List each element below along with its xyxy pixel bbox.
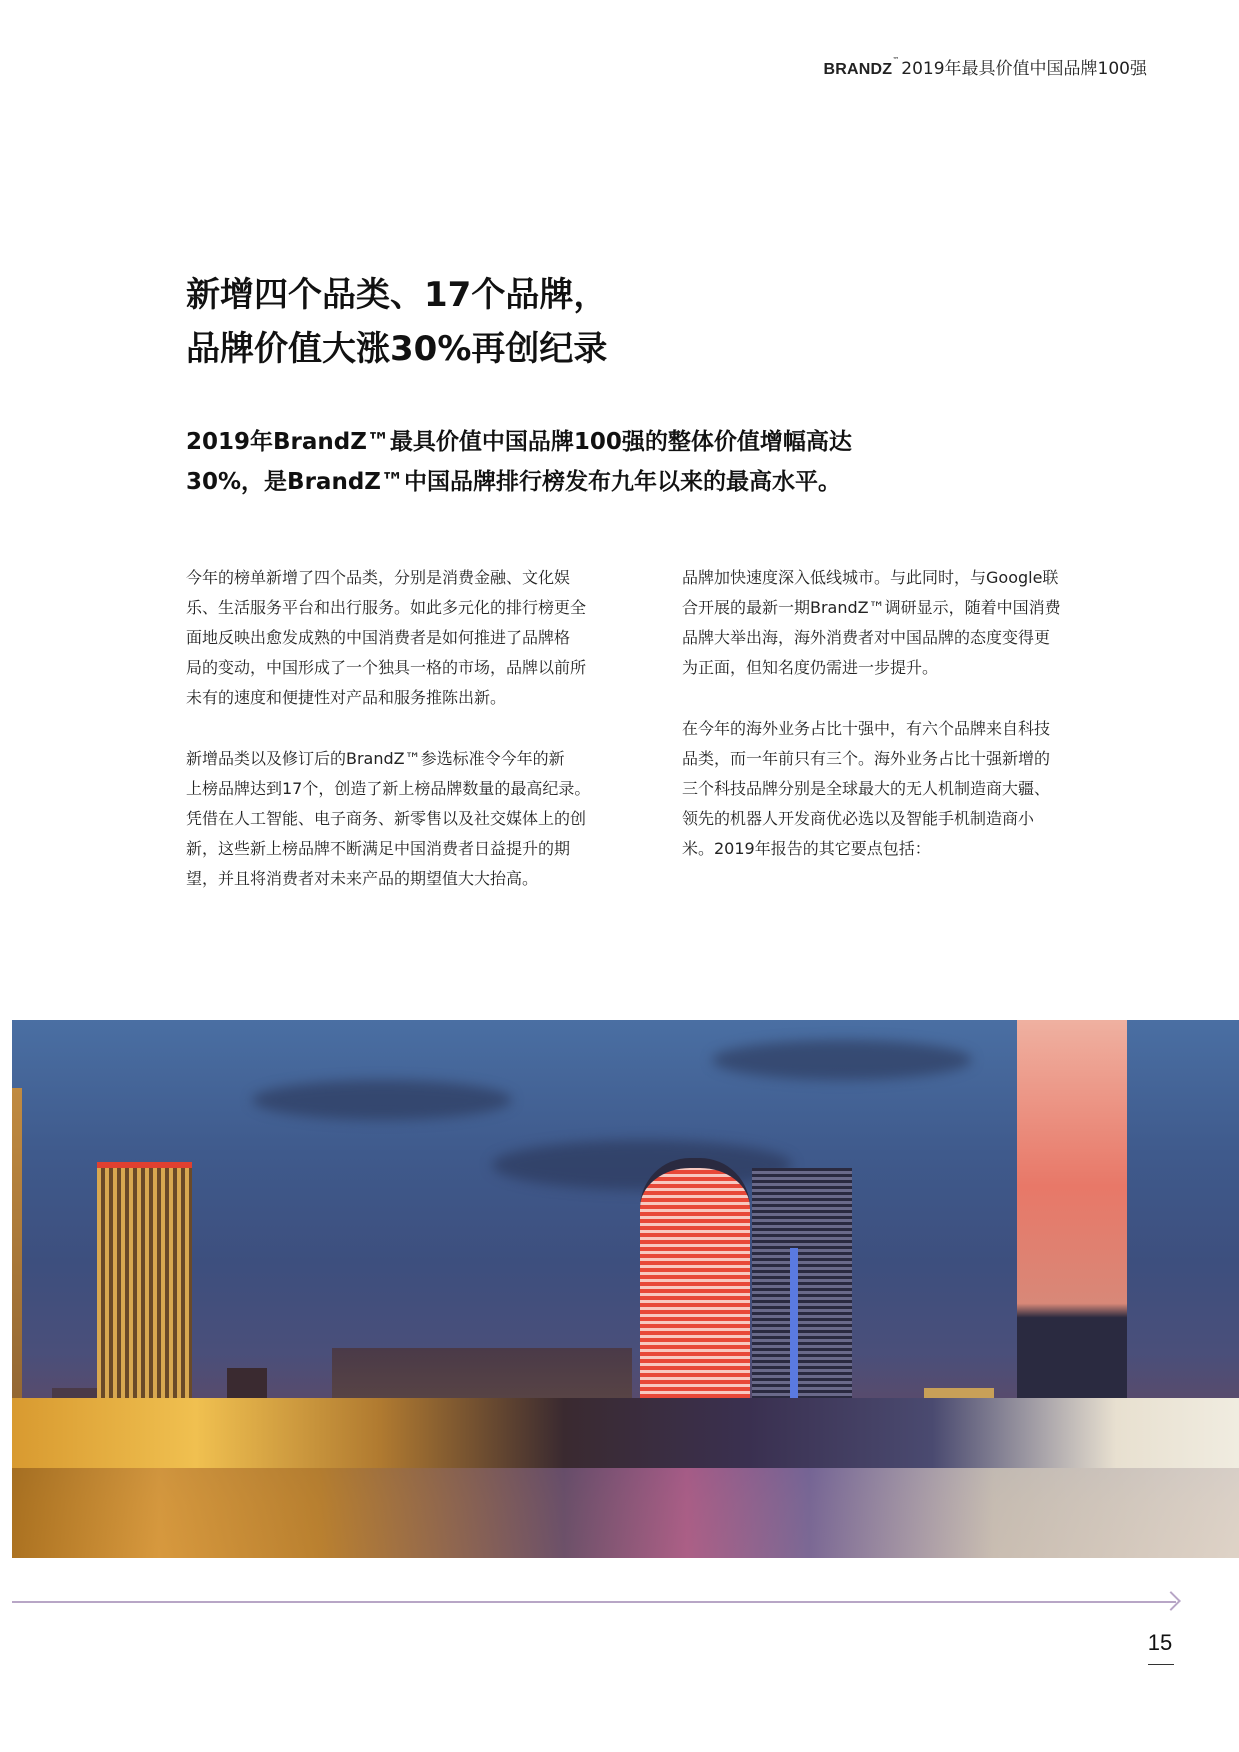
body-line: 望，并且将消费者对未来产品的期望值大大抬高。 — [186, 869, 539, 888]
body-line: 合开展的最新一期BrandZ™调研显示，随着中国消费 — [682, 598, 1061, 617]
report-title: 2019年最具价值中国品牌100强 — [901, 59, 1147, 79]
body-line: 新，这些新上榜品牌不断满足中国消费者日益提升的期 — [186, 839, 571, 858]
body-line: 未有的速度和便捷性对产品和服务推陈出新。 — [186, 688, 507, 707]
page-number: 15 — [1147, 1630, 1173, 1655]
lead-line: 30%，是BrandZ™中国品牌排行榜发布九年以来的最高水平。 — [186, 469, 841, 495]
right-arrow-icon — [1161, 1591, 1181, 1611]
body-paragraph — [682, 714, 1142, 864]
footer-rule — [12, 1601, 1176, 1603]
body-line: 三个科技品牌分别是全球最大的无人机制造商大疆、 — [682, 779, 1051, 798]
body-line: 局的变动，中国形成了一个独具一格的市场，品牌以前所 — [186, 658, 587, 677]
body-line: 品牌大举出海，海外消费者对中国品牌的态度变得更 — [682, 628, 1051, 647]
body-line: 米。2019年报告的其它要点包括： — [682, 839, 931, 858]
body-line: 领先的机器人开发商优必选以及智能手机制造商小 — [682, 809, 1035, 828]
body-line: 品类，而一年前只有三个。海外业务占比十强新增的 — [682, 749, 1051, 768]
body-line: 凭借在人工智能、电子商务、新零售以及社交媒体上的创 — [186, 809, 587, 828]
page-title-line: 品牌价值大涨30%再创纪录 — [186, 329, 608, 369]
body-column-left — [186, 563, 646, 925]
body-paragraph — [186, 563, 646, 713]
body-line: 为正面，但知名度仍需进一步提升。 — [682, 658, 939, 677]
body-line: 上榜品牌达到17个，创造了新上榜品牌数量的最高纪录。 — [186, 779, 591, 798]
body-line: 今年的榜单新增了四个品类，分别是消费金融、文化娱 — [186, 568, 571, 587]
page-title — [186, 268, 986, 376]
river-water — [12, 1468, 1239, 1558]
page-number-underline — [1148, 1664, 1174, 1665]
page-title-line: 新增四个品类、17个品牌， — [186, 275, 608, 315]
river-bank — [12, 1398, 1239, 1468]
lead-line: 2019年BrandZ™最具价值中国品牌100强的整体价值增幅高达 — [186, 429, 852, 455]
body-column-right — [682, 563, 1142, 895]
body-line: 品牌加快速度深入低线城市。与此同时，与Google联 — [682, 568, 1059, 587]
body-line: 在今年的海外业务占比十强中，有六个品牌来自科技 — [682, 719, 1051, 738]
body-line: 面地反映出愈发成熟的中国消费者是如何推进了品牌格 — [186, 628, 571, 647]
running-header — [824, 54, 1147, 79]
body-line: 乐、生活服务平台和出行服务。如此多元化的排行榜更全 — [186, 598, 587, 617]
body-line: 新增品类以及修订后的BrandZ™参选标准令今年的新 — [186, 749, 565, 768]
lead-paragraph — [186, 422, 946, 502]
brand-logo: BRANDZ — [823, 61, 893, 78]
trademark-symbol: ™ — [892, 56, 900, 64]
body-paragraph — [682, 563, 1142, 683]
body-paragraph — [186, 744, 646, 894]
city-skyline-photo — [12, 1020, 1239, 1558]
